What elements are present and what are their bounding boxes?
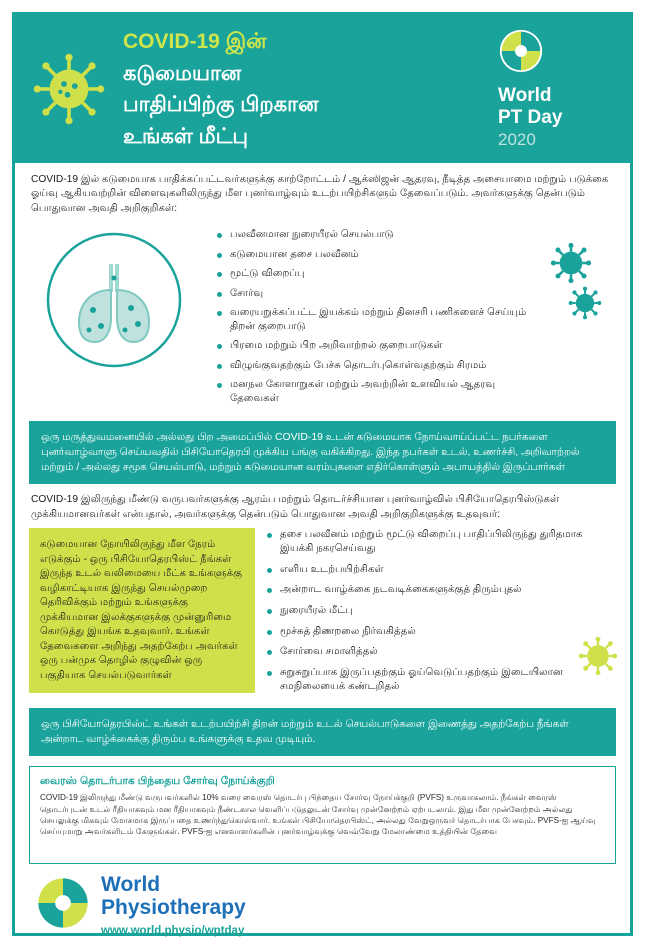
intro-paragraph: COVID-19 இல் கடுமையாக பாதிக்கப்பட்டவர்களுக்கு காற்றோட்டம் / ஆக்ஸிஜன் ஆதரவு, நீடித்த அசையாமை மற்றும் படுக்கை ஓய்வு ஆகியவற்றின் விளைவுகளிலிருந்து மீள புனர்வாழ்வும் உடற்பயிற்சிகளும் தேவைப்படும். அவர்களுக்கு தென்படும் பொதுவான அவதி அறிகுறிகள்: [31,174,609,214]
poster-title-line-2: கடுமையான [123,61,242,85]
teal-banner-1: ஒரு மருத்துவமனையில் அல்லது பிற அமைப்பில் COVID-19 உடன் கடுமையாக நோய்வாய்ப்பட்ட நபர்களை புனர்வாழ்வாளு செய்யவதில் பிசியோதெரபி முக்கிய பங்கு வகிக்கிறது. இந்த நபர்கள் உடல், உணர்ச்சி, அறிவாற்றல் மற்றும் / அல்லது சமூக செயல்பாடு, மற்றும் கடுமையான வரம்புகளை எதிர்கொள்ளும் அபாயத்தில் இருப்பார்கள் [29,421,616,484]
brand-year: 2020 [498,129,536,149]
pvfs-body: COVID-19 இலிருந்து மீண்டு வருபவர்களில் 10% வரை வைரஸ் தொடர்பு பிந்தைய சோர்வு நோய்க்குறி (PVFS) உருவாகலாம். நீங்கள் வைரஸ் தொடர்புடன் உடல் ரீதியாகவும் மன ரீதியாகவும் நீண்டகால வெளிப்படுதலுடன் சோர்வு முன்னேற்றம் ஏற்படலாம். இது மீள முன்னேற்றம் அல்லது செயலுக்கு மிகவும் மோசமாக இருப்பதை உணர்ந்துகொள்வார். உங்கள் பிசியோதெரபிஸ்ட், அல்லது வேறுஒருவர் தொடர்பாக பேசவும். PVFS-ஐ ஆய்வு செய்யுமாறு அவர்களிடம் கேளுங்கள். PVFS-ஐ எனவாளர்களின் புனர்வாழ்வுக்கு வெவ்வேறு மேலாண்மை உத்தியின் தேவை [40,793,596,837]
world-pt-day-logo-icon [498,28,544,74]
decorative-virus-column [546,224,616,411]
list-item: எளிய உடற்பயிற்சிகள் [267,563,616,577]
poster-page [12,12,633,936]
footer-brand [91,874,246,936]
virus-icon [550,242,592,284]
list-item: நுரையீரல் மீட்பு [267,604,616,618]
poster-title-line-4: உங்கள் மீட்பு [123,124,248,148]
list-item: மனநல கோளாறுகள் மற்றும் அவற்றின் உளவியல் ஆதரவு தேவைகள் [217,378,546,405]
virus-icon [568,286,602,320]
world-pt-day-brand [498,28,630,150]
symptom-list [203,224,546,411]
list-item: சுறுசுறுப்பாக இருப்பதற்கும் ஓய்வெடுப்பதற்கும் இடையிலான சமநிலையைக் கண்டறிதல் [267,666,616,693]
symptoms-section [15,220,630,413]
lungs-illustration-wrapper [25,224,203,411]
header-virus-icon-wrapper [15,53,123,125]
benefits-list [255,528,616,700]
list-item: வரையறுக்கப்பட்ட இயக்கம் மற்றும் தினசரி பணிகளைச் செய்யும் திறன் குறைபாடு [217,306,546,333]
secondary-paragraph: COVID-19 இலிருந்து மீண்டு வருபவர்களுக்கு ஆரம்ப மற்றும் தொடர்ச்சியான புனர்வாழ்வில் பிசியோதெரபிஸ்டுகள் முக்கியமானவர்கள் என்பதால், அவர்களுக்கு தென்படும் பொதுவான அவதி அறிகுறிகளுக்கு உதவுவர்: [31,494,560,520]
world-physiotherapy-logo-icon [35,875,91,931]
pvfs-heading: வைரஸ் தொடர்பாக பிந்தைய சோர்வு நோய்க்குறி [40,775,275,788]
list-item: கடுமையான தசை பலவீனம் [217,248,546,261]
poster-footer [15,864,630,936]
list-item: சோர்வை சமாளித்தல் [267,645,616,659]
list-item: பிரமை மற்றும் பிற அறிவாற்றல் குறைபாடுகள் [217,339,546,352]
poster-header [15,15,630,163]
footer-brand-line-1: World [101,873,161,897]
virus-icon [578,636,618,676]
green-highlight-box: கடுமையான நோயிலிருந்து மீள நேரம் எடுக்கும் - ஒரு பிசியோதெரபிஸ்ட் நீங்கள் இருந்த உடல் வலிமையை மீட்க உங்களுக்கு வழிகாட்டியாக இருந்து செயல்முறை தெரிவிக்கும் மற்றும் உங்களுக்கு முக்கியமான இலக்குகளுக்கு முன்னுரிமை கொடுத்து இயங்க உதவுவார். உங்கள் தேவைகளை அறிந்து அதற்கேற்ப அவர்கள் ஒரு பன்முக தொழில் குழுவின் ஒரு பகுதியாக செயல்படுவார்கள் [29,528,255,693]
footer-logo-wrapper [35,875,91,936]
list-item: மூட்டு விறைப்பு [217,267,546,280]
footer-url[interactable]: www.world.physio/wptday [101,924,245,937]
poster-title-line-1: COVID-19 இன் [123,30,267,53]
virus-icon [33,53,105,125]
teal-banner-2: ஒரு பிசியோதெரபிஸ்ட் உங்கள் உடற்பயிற்சி திறன் மற்றும் உடல் செயல்பாடுகளை இணைத்து அதற்கேற்ப நீங்கள் அன்றாட வாழ்க்கைக்கு திரும்ப உங்களுக்கு உதவ முடியும். [29,708,616,756]
brand-line-2: PT Day [498,106,563,128]
list-item: பலவீனமான நுரையீரல் செயல்பாடு [217,228,546,241]
list-item: சோர்வு [217,287,546,300]
two-column-section [15,524,630,700]
lungs-illustration-icon [39,230,189,370]
list-item: தசை பலவீனம் மற்றும் மூட்டு விறைப்பு பாதிப்பிலிருந்து துரிதமாக இயக்கி நகரசெய்வது [267,528,616,555]
list-item: மூச்சுத் திணறலை நிர்வகித்தல் [267,625,616,639]
pvfs-box [29,766,616,864]
poster-title-line-3: பாதிப்பிற்கு பிறகான [123,93,319,116]
list-item: அன்றாட வாழ்க்கை நடவடிக்கைகளுக்குத் திரும்புதல் [267,583,616,597]
brand-line-1: World [498,85,552,107]
list-item: விழுங்குவதற்கும் பேச்சு தொடர்புகொள்வதற்கும் சிரமம் [217,359,546,372]
poster-title [123,26,498,152]
footer-brand-line-2: Physiotherapy [101,896,246,920]
